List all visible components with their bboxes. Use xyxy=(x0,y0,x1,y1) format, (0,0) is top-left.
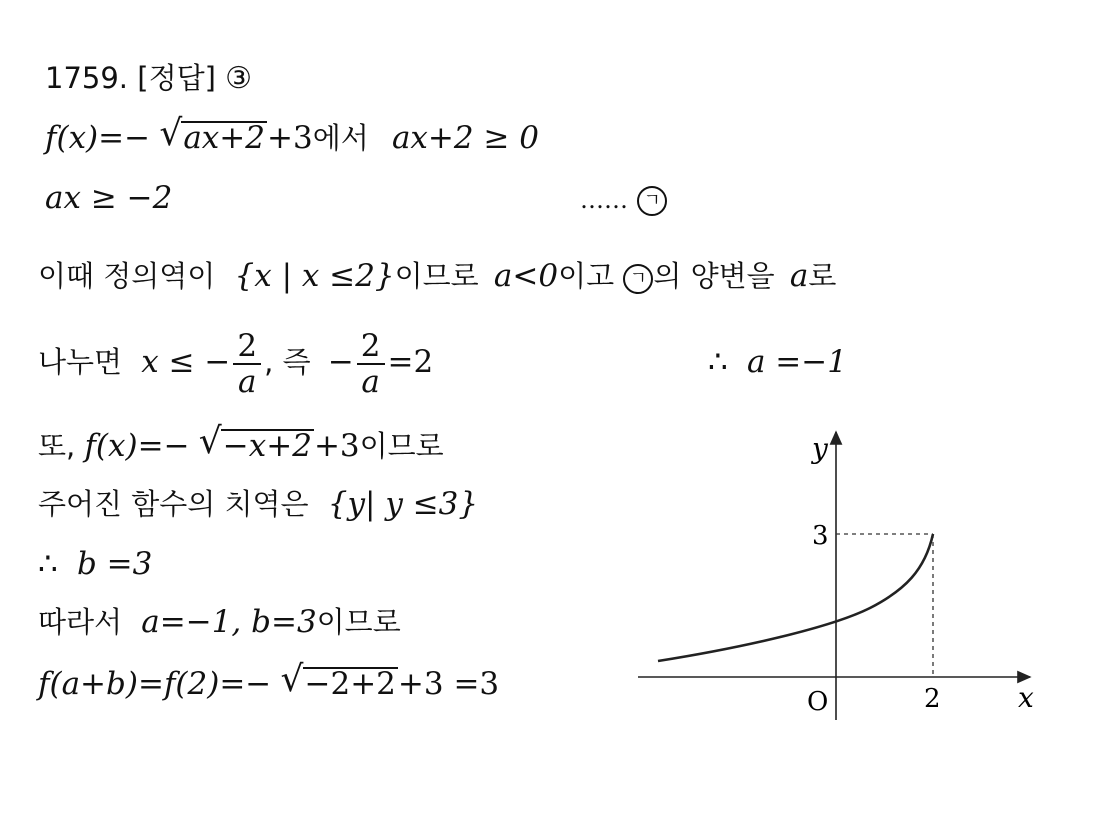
fraction-numerator: 2 xyxy=(357,329,385,365)
fraction xyxy=(233,329,261,399)
y-axis-label: y xyxy=(812,432,828,465)
text-segment: 이때 정의역이 xyxy=(38,259,216,293)
problem-header xyxy=(45,60,252,97)
conclusion-b xyxy=(38,546,152,582)
sqrt-expression xyxy=(280,659,398,702)
equation-line-2 xyxy=(45,113,540,156)
reference-tag-line-3 xyxy=(580,180,667,218)
inequality-lhs: x ≤ − xyxy=(141,344,231,380)
minus-sign: − xyxy=(327,344,354,380)
constant-term: +3 xyxy=(267,120,313,156)
x-tick-label: 2 xyxy=(924,684,941,714)
text-segment: 나누면 xyxy=(38,345,123,379)
inequality: ax ≥ −2 xyxy=(45,180,173,216)
function-lhs: f(x)=− xyxy=(45,120,151,156)
comma: , xyxy=(264,345,274,379)
text-segment: 의 양변을 xyxy=(653,259,775,293)
problem-number: 1759. xyxy=(45,61,129,95)
sqrt-expression xyxy=(159,113,267,156)
text-segment: 이고 xyxy=(558,259,615,293)
circled-tag: ㄱ xyxy=(623,264,653,294)
radical-sign: √ xyxy=(198,421,222,462)
therefore-symbol: ∴ xyxy=(38,546,58,582)
values-ab: a=−1, b=3 xyxy=(141,604,317,640)
therefore-symbol: ∴ xyxy=(708,344,728,380)
text-line-7 xyxy=(38,486,478,522)
sqrt-expression xyxy=(198,421,314,464)
answer-mark: ③ xyxy=(225,61,253,96)
text-segment: 이므로 xyxy=(359,429,444,463)
text-segment: 따라서 xyxy=(38,605,123,639)
constant-term: +3 xyxy=(313,428,360,464)
fraction-denominator: a xyxy=(238,364,257,400)
text-line-4 xyxy=(38,258,836,294)
final-result: +3 =3 xyxy=(397,666,500,702)
function-evaluation: f(a+b)=f(2)=− xyxy=(38,666,272,702)
result-b: b =3 xyxy=(76,546,153,582)
equation-rhs: =2 xyxy=(387,344,434,380)
equation-line-3 xyxy=(45,180,172,216)
text-segment: 즉 xyxy=(282,345,311,379)
result-a: a =−1 xyxy=(746,344,847,380)
radicand: −2+2 xyxy=(304,666,396,702)
text-segment: 이므로 xyxy=(394,259,479,293)
equation-line-10 xyxy=(38,659,500,702)
text-line-5 xyxy=(38,322,433,402)
domain-condition: ax+2 ≥ 0 xyxy=(391,120,540,156)
variable-a: a xyxy=(789,258,809,294)
word-eseo: 에서 xyxy=(312,121,369,155)
conclusion-a xyxy=(708,344,847,380)
text-line-9 xyxy=(38,604,401,640)
fraction xyxy=(357,329,385,399)
ellipsis: …… xyxy=(580,186,628,214)
text-segment: 로 xyxy=(808,259,837,293)
text-line-6 xyxy=(38,421,444,464)
radical-sign: √ xyxy=(280,659,304,700)
radicand: ax+2 xyxy=(183,120,265,156)
text-segment: 주어진 함수의 치역은 xyxy=(38,487,309,521)
circled-tag: ㄱ xyxy=(637,186,667,216)
domain-set: {x | x ≤2} xyxy=(234,258,395,294)
fraction-denominator: a xyxy=(361,364,380,400)
radicand: −x+2 xyxy=(222,428,312,464)
radical-sign: √ xyxy=(159,113,183,154)
origin-label: O xyxy=(807,687,829,717)
function-graph xyxy=(630,420,1050,730)
x-axis-label: x xyxy=(1018,681,1034,714)
answer-label: [정답] xyxy=(137,61,216,95)
text-segment: 또, xyxy=(38,429,76,463)
sign-condition: a<0 xyxy=(493,258,559,294)
curve xyxy=(658,534,933,661)
text-segment: 이므로 xyxy=(316,605,401,639)
range-set: {y| y ≤3} xyxy=(327,486,479,522)
y-tick-label: 3 xyxy=(812,521,829,551)
function-lhs: f(x)=− xyxy=(84,428,190,464)
fraction-numerator: 2 xyxy=(233,329,261,365)
